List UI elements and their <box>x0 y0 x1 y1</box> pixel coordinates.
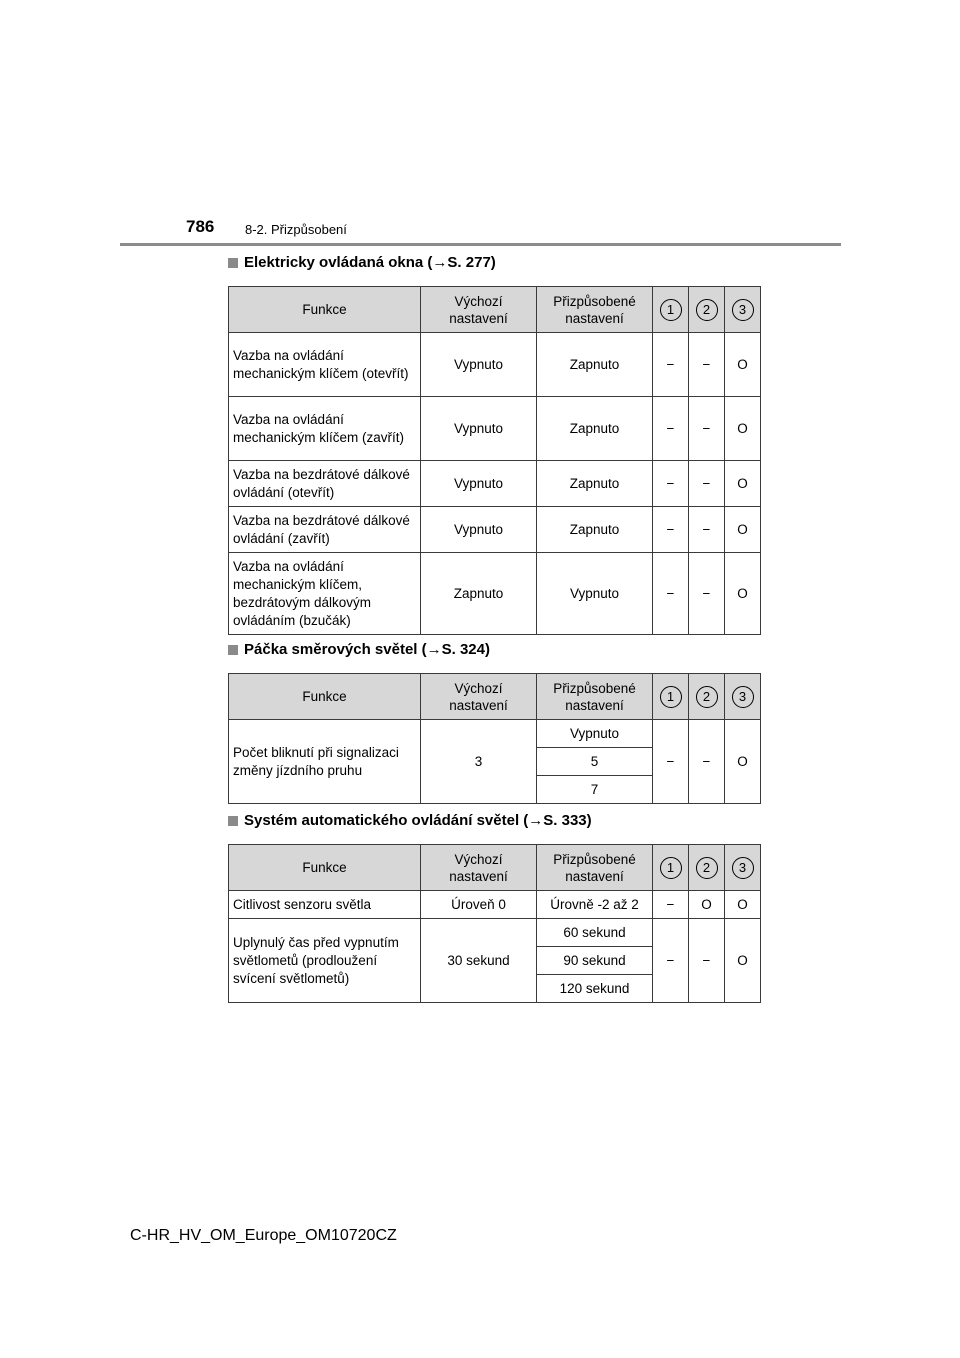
cell-c1: − <box>653 397 689 461</box>
col-header-custom: Přizpůsobené nastavení <box>537 674 653 720</box>
col-header-default: Výchozí nastavení <box>421 287 537 333</box>
col-header-2 <box>689 287 725 333</box>
cell-function: Uplynulý čas před vypnutím světlometů (prodloužení svícení světlometů) <box>229 919 421 1003</box>
table-row <box>229 553 761 635</box>
col-header-1 <box>653 845 689 891</box>
cell-custom-option: 120 sekund <box>537 975 653 1003</box>
cell-c1: − <box>653 507 689 553</box>
cell-default: 30 sekund <box>421 919 537 1003</box>
col-header-function: Funkce <box>229 287 421 333</box>
page-number: 786 <box>186 217 215 236</box>
section-title-text: Páčka směrových světel (→S. 324) <box>244 641 490 658</box>
table-row <box>229 397 761 461</box>
cell-default: Úroveň 0 <box>421 891 537 919</box>
col-header-function: Funkce <box>229 845 421 891</box>
table-header-row <box>229 845 761 891</box>
section-title-turn-signal <box>228 641 490 658</box>
cell-c1: − <box>653 720 689 804</box>
col-header-default: Výchozí nastavení <box>421 674 537 720</box>
cell-c3: O <box>725 553 761 635</box>
cell-custom: Zapnuto <box>537 461 653 507</box>
cell-default: 3 <box>421 720 537 804</box>
circled-3-icon: 3 <box>732 686 754 708</box>
cell-default: Vypnuto <box>421 397 537 461</box>
col-header-2 <box>689 674 725 720</box>
cell-function: Počet bliknutí při signalizaci změny jízdního pruhu <box>229 720 421 804</box>
cell-c3: O <box>725 720 761 804</box>
table-header-row <box>229 287 761 333</box>
circled-2-icon: 2 <box>696 686 718 708</box>
section-title-power-windows <box>228 254 496 271</box>
cell-custom-option: Vypnuto <box>537 720 653 748</box>
col-header-function: Funkce <box>229 674 421 720</box>
col-header-default: Výchozí nastavení <box>421 845 537 891</box>
table-row <box>229 461 761 507</box>
circled-3-icon: 3 <box>732 299 754 321</box>
cell-c2: − <box>689 461 725 507</box>
cell-c3: O <box>725 333 761 397</box>
auto-light-table <box>228 844 761 1003</box>
cell-c1: − <box>653 333 689 397</box>
cell-c2: − <box>689 720 725 804</box>
cell-c2: − <box>689 553 725 635</box>
cell-c2: − <box>689 507 725 553</box>
section-bullet-icon <box>228 645 238 655</box>
cell-function: Vazba na bezdrátové dálkové ovládání (zavřít) <box>229 507 421 553</box>
cell-default: Vypnuto <box>421 461 537 507</box>
cell-function: Vazba na ovládání mechanickým klíčem, bezdrátovým dálkovým ovládáním (bzučák) <box>229 553 421 635</box>
section-bullet-icon <box>228 258 238 268</box>
cell-c3: O <box>725 397 761 461</box>
cell-function: Vazba na ovládání mechanickým klíčem (otevřít) <box>229 333 421 397</box>
cell-c2: − <box>689 919 725 1003</box>
cell-custom: Zapnuto <box>537 397 653 461</box>
cell-custom-option: 7 <box>537 776 653 804</box>
col-header-1 <box>653 287 689 333</box>
cell-custom: Zapnuto <box>537 333 653 397</box>
cell-default: Vypnuto <box>421 333 537 397</box>
cell-c3: O <box>725 507 761 553</box>
col-header-3 <box>725 287 761 333</box>
cell-c3: O <box>725 891 761 919</box>
cell-c2: − <box>689 333 725 397</box>
table-row <box>229 891 761 919</box>
power-windows-table <box>228 286 761 635</box>
cell-custom-option: 60 sekund <box>537 919 653 947</box>
footer-doc-id: C-HR_HV_OM_Europe_OM10720CZ <box>130 1227 397 1244</box>
cell-c1: − <box>653 919 689 1003</box>
cell-custom-option: 5 <box>537 748 653 776</box>
section-title-text: Elektricky ovládaná okna (→S. 277) <box>244 254 496 271</box>
cell-custom: Úrovně -2 až 2 <box>537 891 653 919</box>
section-label: 8-2. Přizpůsobení <box>245 222 347 237</box>
circled-1-icon: 1 <box>660 857 682 879</box>
section-bullet-icon <box>228 816 238 826</box>
cell-function: Vazba na ovládání mechanickým klíčem (zavřít) <box>229 397 421 461</box>
cell-c3: O <box>725 919 761 1003</box>
cell-c1: − <box>653 461 689 507</box>
table-row <box>229 507 761 553</box>
section-title-text: Systém automatického ovládání světel (→S. 333) <box>244 812 592 829</box>
turn-signal-table <box>228 673 761 804</box>
circled-2-icon: 2 <box>696 857 718 879</box>
cell-c1: − <box>653 553 689 635</box>
col-header-3 <box>725 674 761 720</box>
table-row <box>229 919 761 947</box>
col-header-3 <box>725 845 761 891</box>
circled-2-icon: 2 <box>696 299 718 321</box>
header-rule <box>120 243 841 246</box>
col-header-custom: Přizpůsobené nastavení <box>537 287 653 333</box>
cell-function: Citlivost senzoru světla <box>229 891 421 919</box>
col-header-custom: Přizpůsobené nastavení <box>537 845 653 891</box>
cell-c2: − <box>689 397 725 461</box>
table-row <box>229 720 761 748</box>
circled-1-icon: 1 <box>660 686 682 708</box>
cell-custom-option: 90 sekund <box>537 947 653 975</box>
cell-c3: O <box>725 461 761 507</box>
col-header-2 <box>689 845 725 891</box>
col-header-1 <box>653 674 689 720</box>
cell-function: Vazba na bezdrátové dálkové ovládání (otevřít) <box>229 461 421 507</box>
cell-c2: O <box>689 891 725 919</box>
cell-custom: Zapnuto <box>537 507 653 553</box>
cell-default: Vypnuto <box>421 507 537 553</box>
cell-custom: Vypnuto <box>537 553 653 635</box>
table-header-row <box>229 674 761 720</box>
table-row <box>229 333 761 397</box>
cell-default: Zapnuto <box>421 553 537 635</box>
cell-c1: − <box>653 891 689 919</box>
circled-1-icon: 1 <box>660 299 682 321</box>
section-title-auto-light <box>228 812 592 829</box>
circled-3-icon: 3 <box>732 857 754 879</box>
